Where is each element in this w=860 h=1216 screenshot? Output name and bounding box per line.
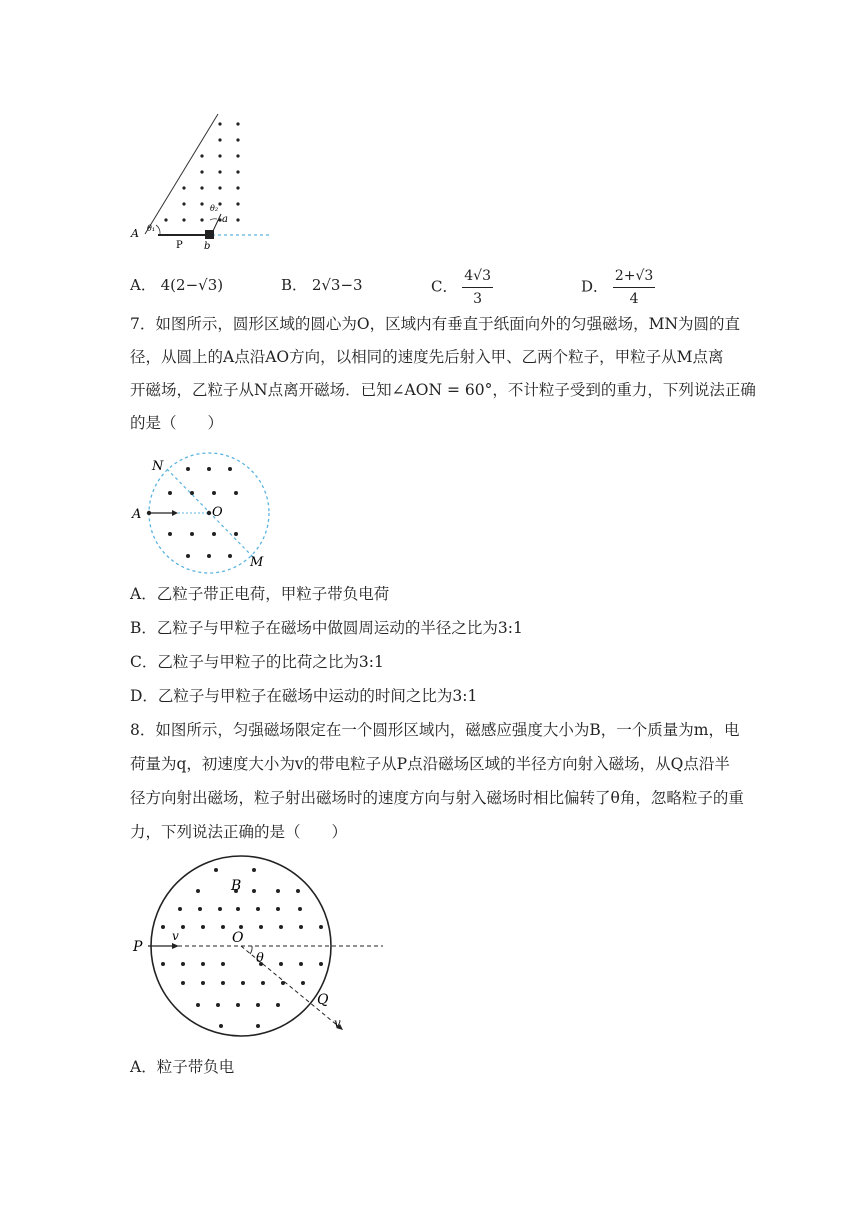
field-dot: [228, 554, 232, 558]
field-dot: [219, 1024, 223, 1028]
field-dot: [299, 925, 303, 929]
q6-label-a: a: [222, 214, 228, 225]
q6-option-c[interactable]: [431, 265, 493, 310]
q8-dot-grid: [161, 868, 323, 1028]
field-dot: [259, 925, 263, 929]
field-dot: [276, 907, 280, 911]
q6-option-c-den: 3: [473, 291, 483, 307]
field-dot: [200, 186, 203, 189]
field-dot: [212, 491, 216, 495]
q7-label-M: M: [250, 555, 264, 570]
field-dot: [319, 962, 323, 966]
field-dot: [301, 981, 305, 985]
q7-label-O: O: [212, 505, 223, 520]
q6-option-d[interactable]: [581, 265, 655, 310]
field-dot: [256, 1003, 260, 1007]
field-dot: [190, 491, 194, 495]
q8-stem-line-2: 荷量为q，初速度大小为v的带电粒子从P点沿磁场区域的半径方向射入磁场，从Q点沿半: [130, 755, 730, 773]
q6-option-c-fraction: [462, 265, 493, 310]
field-dot: [212, 532, 216, 536]
field-dot: [201, 925, 205, 929]
field-dot: [256, 1024, 260, 1028]
q7-stem-line-3: 开磁场，乙粒子从N点离开磁场．已知∠AON = 60°，不计粒子受到的重力，下列说法正确: [130, 381, 756, 399]
field-dot: [276, 1003, 280, 1007]
q7-option-d[interactable]: D．乙粒子与甲粒子在磁场中运动的时间之比为3:1: [130, 687, 478, 705]
field-dot: [200, 170, 203, 173]
field-dot: [161, 925, 165, 929]
field-dot: [236, 218, 239, 221]
q8-stem-line-4: 力，下列说法正确的是（ ）: [130, 823, 348, 841]
q7-option-c[interactable]: C．乙粒子与甲粒子的比荷之比为3:1: [130, 653, 384, 671]
field-dot: [161, 962, 165, 966]
q6-dot-grid: [164, 122, 239, 221]
field-dot: [218, 154, 221, 157]
field-dot: [182, 186, 185, 189]
q8-label-P: P: [133, 939, 143, 955]
q7-stem-line-4: 的是（ ）: [130, 414, 224, 432]
q8-label-theta: θ: [256, 951, 264, 966]
field-dot: [200, 218, 203, 221]
q8-label-O: O: [232, 930, 244, 946]
q6-option-c-num: 4√3: [462, 265, 493, 288]
field-dot: [200, 202, 203, 205]
field-dot: [182, 202, 185, 205]
field-dot: [201, 962, 205, 966]
field-dot: [261, 981, 265, 985]
field-dot: [196, 889, 200, 893]
field-dot: [201, 981, 205, 985]
q6-velocity-arrow: [213, 214, 221, 231]
q6-option-d-key: D．: [581, 277, 609, 296]
q6-label-theta1: θ₁: [147, 224, 156, 233]
q8-label-v-in: v: [172, 929, 179, 943]
field-dot: [181, 981, 185, 985]
field-dot: [200, 154, 203, 157]
field-dot: [196, 1003, 200, 1007]
field-dot: [236, 202, 239, 205]
q7-stem-line-2: 径，从圆上的A点沿AO方向，以相同的速度先后射入甲、乙两个粒子，甲粒子从M点离: [130, 348, 724, 366]
q6-label-A: A: [131, 227, 139, 240]
field-dot: [182, 218, 185, 221]
q6-label-theta2: θ₂: [210, 204, 219, 213]
field-dot: [252, 889, 256, 893]
field-dot: [221, 962, 225, 966]
field-dot: [218, 138, 221, 141]
field-dot: [236, 186, 239, 189]
field-dot: [236, 138, 239, 141]
field-dot: [276, 889, 280, 893]
q6-option-d-fraction: [613, 265, 655, 310]
field-dot: [216, 1003, 220, 1007]
field-dot: [256, 907, 260, 911]
field-dot: [279, 962, 283, 966]
q6-option-a-key: A．: [130, 276, 156, 294]
field-dot: [236, 170, 239, 173]
field-dot: [218, 907, 222, 911]
field-dot: [178, 907, 182, 911]
field-dot: [218, 170, 221, 173]
field-dot: [214, 868, 218, 872]
q6-option-a[interactable]: [130, 274, 223, 296]
q6-figure: [128, 110, 288, 255]
q7-option-b[interactable]: B．乙粒子与甲粒子在磁场中做圆周运动的半径之比为3:1: [130, 619, 523, 637]
q6-label-P: P: [176, 240, 183, 251]
field-dot: [168, 532, 172, 536]
field-dot: [319, 925, 323, 929]
field-dot: [279, 925, 283, 929]
q8-figure: [128, 852, 388, 1042]
field-dot: [296, 889, 300, 893]
q6-incline-line: [145, 114, 218, 234]
q7-stem-line-1: 7．如图所示，圆形区域的圆心为O，区域内有垂直于纸面向外的匀强磁场，MN为圆的直: [130, 315, 741, 333]
field-dot: [221, 981, 225, 985]
field-dot: [207, 554, 211, 558]
q6-option-d-num: 2+√3: [613, 265, 655, 288]
q7-option-a[interactable]: A．乙粒子带正电荷，甲粒子带负电荷: [130, 585, 390, 603]
field-dot: [218, 202, 221, 205]
field-dot: [164, 218, 167, 221]
field-dot: [236, 1003, 240, 1007]
q7-label-A: A: [132, 507, 142, 522]
q6-option-d-den: 4: [629, 291, 639, 307]
q7-figure: [130, 450, 275, 575]
q8-label-v-out: v: [334, 1016, 341, 1030]
field-dot: [236, 907, 240, 911]
q6-option-c-key: C．: [431, 277, 458, 296]
field-dot: [198, 907, 202, 911]
field-dot: [299, 962, 303, 966]
field-dot: [218, 186, 221, 189]
field-dot: [239, 925, 243, 929]
q6-particle-b: [205, 230, 214, 239]
q8-label-B: B: [231, 878, 242, 894]
field-dot: [218, 122, 221, 125]
field-dot: [252, 868, 256, 872]
field-dot: [234, 532, 238, 536]
field-dot: [181, 925, 185, 929]
field-dot: [241, 981, 245, 985]
field-dot: [234, 491, 238, 495]
field-dot: [221, 925, 225, 929]
q8-stem-line-1: 8．如图所示，匀强磁场限定在一个圆形区域内，磁感应强度大小为B，一个质量为m，电: [130, 721, 740, 739]
q8-stem-line-3: 径方向射出磁场，粒子射出磁场时的速度方向与射入磁场时相比偏转了θ角，忽略粒子的重: [130, 789, 744, 807]
field-dot: [181, 962, 185, 966]
q6-option-b-key: B．: [281, 276, 308, 294]
field-dot: [228, 467, 232, 471]
field-dot: [236, 154, 239, 157]
field-dot: [168, 491, 172, 495]
q6-label-b: b: [204, 241, 211, 252]
field-dot: [236, 122, 239, 125]
q8-option-a[interactable]: A．粒子带负电: [130, 1058, 235, 1076]
field-dot: [207, 467, 211, 471]
q6-option-b[interactable]: [281, 274, 363, 296]
q8-label-Q: Q: [317, 992, 329, 1008]
field-dot: [190, 532, 194, 536]
q6-option-b-expr: 2√3−3: [311, 276, 363, 294]
field-dot: [281, 981, 285, 985]
field-dot: [186, 467, 190, 471]
field-dot: [298, 907, 302, 911]
field-dot: [186, 554, 190, 558]
q6-option-a-expr: 4(2−√3): [160, 276, 224, 294]
q7-label-N: N: [152, 459, 164, 474]
